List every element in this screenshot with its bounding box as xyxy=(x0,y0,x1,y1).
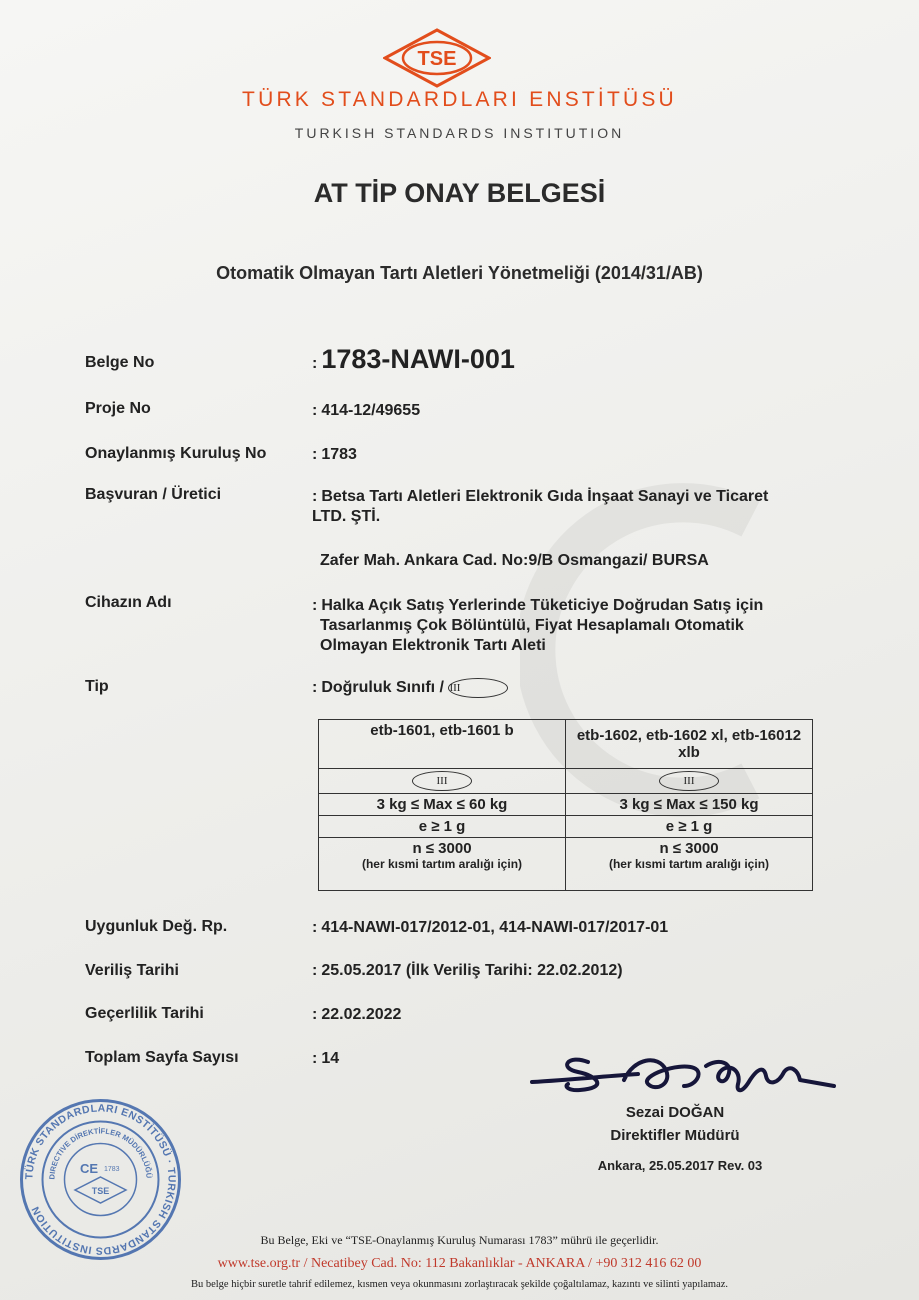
belge-no-value: : 1783-NAWI-001 xyxy=(312,344,515,374)
cihaz-label: Cihazın Adı xyxy=(85,594,172,611)
table-row xyxy=(319,816,813,838)
tip-label: Tip xyxy=(85,678,109,695)
kurulus-no-value: : 1783 xyxy=(312,446,357,463)
spec-table xyxy=(318,719,813,891)
e-cell-1: e ≥ 1 g xyxy=(319,816,566,838)
tip-text: Doğruluk Sınıfı / xyxy=(321,679,444,697)
accuracy-class-badge: III xyxy=(659,771,719,791)
sayfa-text: 14 xyxy=(321,1050,340,1067)
models-cell-1: etb-1601, etb-1601 b xyxy=(319,720,566,769)
stamp-ce-mark: CE xyxy=(80,1161,99,1176)
tip-value: : Doğruluk Sınıfı / III xyxy=(312,678,508,698)
gecerlilik-text: 22.02.2022 xyxy=(321,1006,402,1023)
stamp-ce-number: 1783 xyxy=(104,1166,120,1173)
table-row xyxy=(319,720,813,769)
n-note-1: (her kısmi tartım aralığı için) xyxy=(361,857,523,871)
handwritten-signature xyxy=(528,1040,838,1102)
uygunluk-label: Uygunluk Değ. Rp. xyxy=(85,918,228,935)
verilis-text: 25.05.2017 (İlk Veriliş Tarihi: 22.02.2012) xyxy=(321,962,623,979)
proje-no-label: Proje No xyxy=(85,400,151,417)
footer-warning: Bu belge hiçbir suretle tahrif edilemez, kısmen veya okunmasını zorlaştıracak şekilde çoğaltılamaz, kazıntı ve silinti yapılamaz. xyxy=(190,1279,729,1290)
stamp-inner-text: DIRECTIVE DİREKTİFLER MÜDÜRLÜĞÜ xyxy=(47,1126,154,1180)
uygunluk-value: : 414-NAWI-017/2012-01, 414-NAWI-017/2017-01 xyxy=(312,919,669,936)
table-row xyxy=(319,794,813,816)
belge-no-label: Belge No xyxy=(85,354,155,371)
document-title: AT TİP ONAY BELGESİ xyxy=(313,178,606,208)
table-row xyxy=(319,838,813,891)
signer-role: Direktifler Müdürü xyxy=(610,1127,740,1144)
basvuran-value: : Betsa Tartı Aletleri Elektronik Gıda İnşaat Sanayi ve Ticaret LTD. ŞTİ. xyxy=(312,488,769,525)
basvuran-address: Zafer Mah. Ankara Cad. No:9/B Osmangazi/ BURSA xyxy=(320,552,709,569)
cihaz-line1: Halka Açık Satış Yerlerinde Tüketiciye Doğrudan Satış için xyxy=(321,597,764,614)
stamp-logo-text: TSE xyxy=(91,1186,110,1196)
cihaz-line3: Olmayan Elektronik Tartı Aleti xyxy=(320,637,546,654)
n-text-1: n ≤ 3000 xyxy=(412,840,472,857)
cihaz-value: : Halka Açık Satış Yerlerinde Tüketiciye Doğrudan Satış için Tasarlanmış Çok Bölüntülü, Fiyat Hesaplamalı Otomatik Olmayan Elektronik Tartı Aleti xyxy=(312,597,764,654)
e-cell-2: e ≥ 1 g xyxy=(566,816,813,838)
gecerlilik-label: Geçerlilik Tarihi xyxy=(85,1005,204,1022)
stamp-outer-text: TÜRK STANDARDLARI ENSTİTÜSÜ · TURKISH STANDARDS INSTITUTION xyxy=(23,1102,178,1257)
accuracy-class-badge: III xyxy=(412,771,472,791)
class-cell-2 xyxy=(566,769,813,794)
basvuran-label: Başvuran / Üretici xyxy=(85,486,222,503)
footer-validity-note: Bu Belge, Eki ve “TSE-Onaylanmış Kuruluş Numarası 1783” mührü ile geçerlidir. xyxy=(260,1233,659,1247)
tse-logo-icon xyxy=(383,28,491,88)
table-row xyxy=(319,769,813,794)
range-cell-1: 3 kg ≤ Max ≤ 60 kg xyxy=(319,794,566,816)
n-text-2: n ≤ 3000 xyxy=(659,840,719,857)
basvuran-line2: LTD. ŞTİ. xyxy=(312,508,381,525)
n-cell-2 xyxy=(566,838,813,891)
n-note-2: (her kısmi tartım aralığı için) xyxy=(608,857,770,871)
kurulus-no-text: 1783 xyxy=(321,446,357,463)
belge-no-text: 1783-NAWI-001 xyxy=(321,344,515,374)
sayfa-value: : 14 xyxy=(312,1050,340,1067)
footer-contact: www.tse.org.tr / Necatibey Cad. No: 112 Bakanlıklar - ANKARA / +90 312 416 62 00 xyxy=(217,1256,702,1271)
gecerlilik-value: : 22.02.2022 xyxy=(312,1006,402,1023)
range-cell-2: 3 kg ≤ Max ≤ 150 kg xyxy=(566,794,813,816)
accuracy-class-badge: III xyxy=(448,678,508,698)
class-cell-1 xyxy=(319,769,566,794)
n-cell-1 xyxy=(319,838,566,891)
logo-text: TSE xyxy=(417,48,457,70)
kurulus-no-label: Onaylanmış Kuruluş No xyxy=(85,445,267,462)
document-subtitle: Otomatik Olmayan Tartı Aletleri Yönetmeliği (2014/31/AB) xyxy=(216,263,703,283)
proje-no-text: 414-12/49655 xyxy=(321,402,421,419)
basvuran-line1: Betsa Tartı Aletleri Elektronik Gıda İnşaat Sanayi ve Ticaret xyxy=(321,488,769,505)
institute-name-tr: TÜRK STANDARDLARI ENSTİTÜSÜ xyxy=(242,88,677,111)
verilis-value: : 25.05.2017 (İlk Veriliş Tarihi: 22.02.2012) xyxy=(312,962,623,979)
cihaz-line2: Tasarlanmış Çok Bölüntülü, Fiyat Hesaplamalı Otomatik xyxy=(320,617,744,634)
sayfa-label: Toplam Sayfa Sayısı xyxy=(85,1049,239,1066)
verilis-label: Veriliş Tarihi xyxy=(85,962,179,979)
signer-name: Sezai DOĞAN xyxy=(625,1104,725,1121)
models-cell-2: etb-1602, etb-1602 xl, etb-16012 xlb xyxy=(566,720,813,769)
uygunluk-text: 414-NAWI-017/2012-01, 414-NAWI-017/2017-01 xyxy=(321,919,669,936)
proje-no-value: : 414-12/49655 xyxy=(312,402,421,419)
place-date-rev: Ankara, 25.05.2017 Rev. 03 xyxy=(597,1158,763,1173)
institute-name-en: TURKISH STANDARDS INSTITUTION xyxy=(294,125,625,141)
